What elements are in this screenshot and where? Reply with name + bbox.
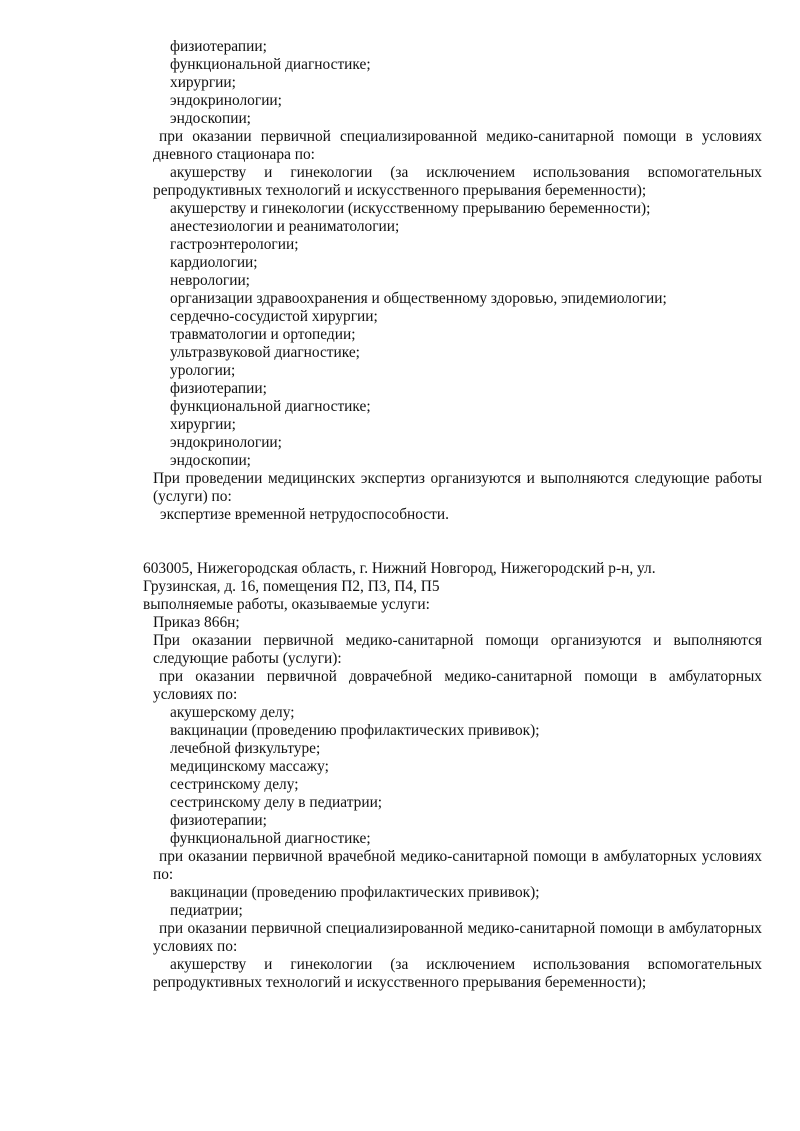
section-services [153,614,762,992]
list-item: акушерству и гинекологии (за исключением использования вспомогательных репродуктивных технологий и искусственного прерывания беременности); [153,164,762,199]
list-item: вакцинации (проведению профилактических прививок); [170,884,540,901]
list-item: физиотерапии; [170,812,267,829]
list-item: урологии; [170,362,236,379]
list-item: хирургии; [170,416,236,433]
list-item: физиотерапии; [170,38,267,55]
order-number: Приказ 866н; [153,614,240,631]
list-item: неврологии; [170,272,250,289]
list-item: лечебной физкультуре; [170,740,321,757]
list-item: эндокринологии; [170,92,282,109]
list-item: функциональной диагностике; [170,398,371,415]
list-item: физиотерапии; [170,380,267,397]
primary-care-heading: При оказании первичной медико-санитарной помощи организуются и выполняются следующие работы (услуги): [153,632,762,667]
expertise-heading: При проведении медицинских экспертиз организуются и выполняются следующие работы (услуги) по: [153,470,762,505]
list-item: акушерству и гинекологии (искусственному прерыванию беременности); [170,200,651,217]
list-item: акушерскому делу; [170,704,295,721]
list-item: организации здравоохранения и общественному здоровью, эпидемиологии; [170,290,667,307]
list-item: сестринскому делу в педиатрии; [170,794,383,811]
day-hospital-heading: при оказании первичной специализированной медико-санитарной помощи в условиях дневного стационара по: [153,128,762,163]
list-item: эндокринологии; [170,434,282,451]
list-item: ультразвуковой диагностике; [170,344,360,361]
address-block [143,560,762,614]
vrach-heading: при оказании первичной врачебной медико-санитарной помощи в амбулаторных условиях по: [153,848,762,883]
list-item: кардиологии; [170,254,258,271]
list-item: сердечно-сосудистой хирургии; [170,308,378,325]
list-item: травматологии и ортопедии; [170,326,356,343]
list-item: гастроэнтерологии; [170,236,299,253]
specialized-heading: при оказании первичной специализированной медико-санитарной помощи в амбулаторных условиях по: [153,920,762,955]
list-item: педиатрии; [170,902,243,919]
list-item: вакцинации (проведению профилактических прививок); [170,722,540,739]
list-item: эндоскопии; [170,452,251,469]
list-item: акушерству и гинекологии (за исключением использования вспомогательных репродуктивных технологий и искусственного прерывания беременности); [153,956,762,991]
section-continued-list [153,38,762,524]
works-label: выполняемые работы, оказываемые услуги: [143,596,430,613]
list-item: функциональной диагностике; [170,830,371,847]
address-line-2: Грузинская, д. 16, помещения П2, П3, П4, П5 [143,578,440,595]
list-item: эндоскопии; [170,110,251,127]
list-item: медицинскому массажу; [170,758,329,775]
list-item: функциональной диагностике; [170,56,371,73]
list-item: сестринскому делу; [170,776,299,793]
list-item: хирургии; [170,74,236,91]
prevrach-heading: при оказании первичной доврачебной медико-санитарной помощи в амбулаторных условиях по: [153,668,762,703]
list-item: анестезиологии и реаниматологии; [170,218,400,235]
expertise-item: экспертизе временной нетрудоспособности. [160,506,449,523]
address-line-1: 603005, Нижегородская область, г. Нижний Новгород, Нижегородский р-н, ул. [143,560,656,577]
